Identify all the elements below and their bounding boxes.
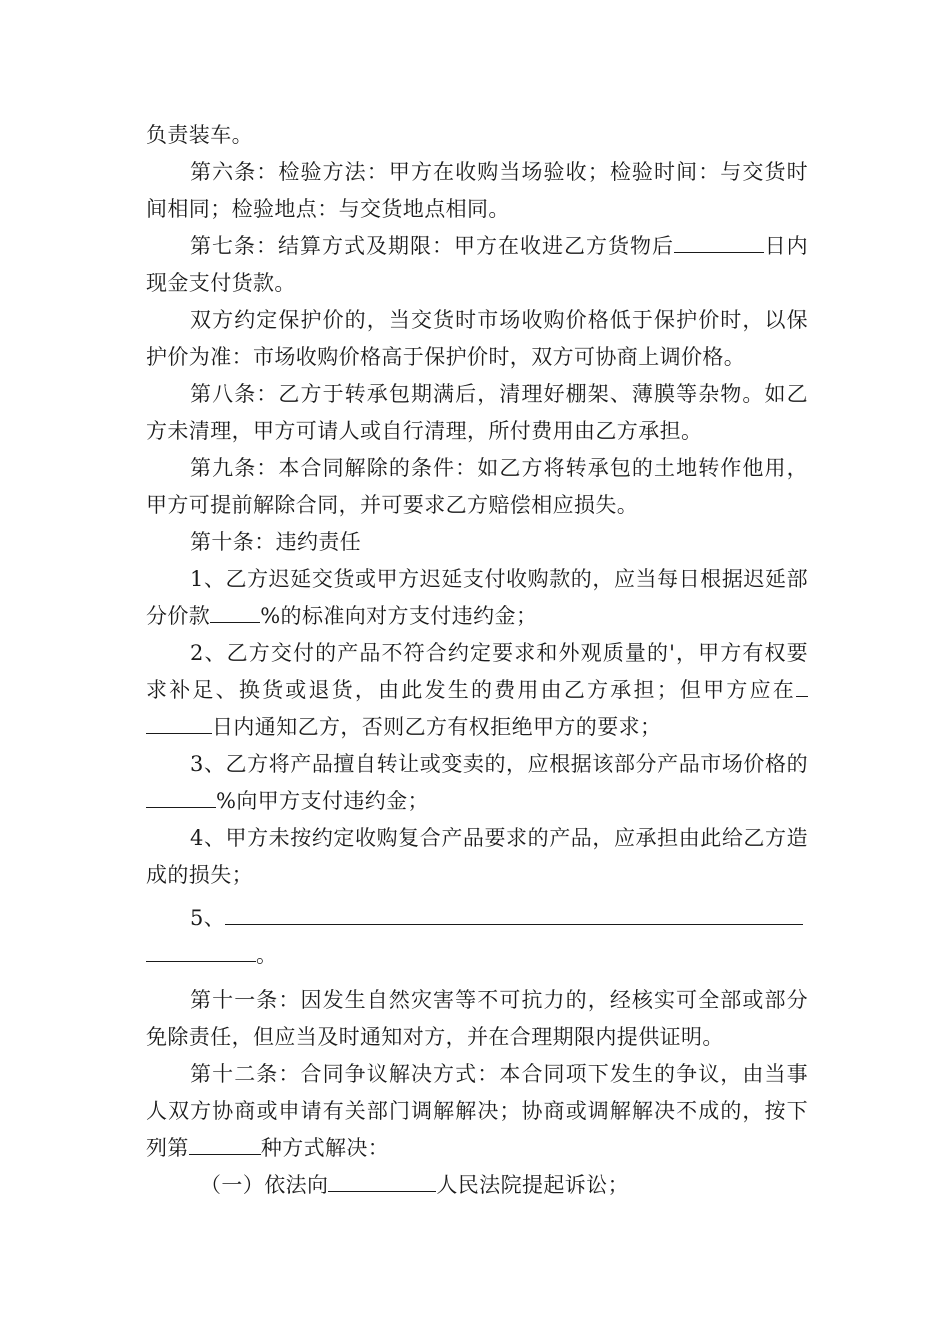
blank-court-name	[328, 1167, 436, 1192]
paragraph-article-10-heading: 第十条：违约责任	[190, 530, 362, 554]
paragraph-breach-2: 2、乙方交付的产品不符合约定要求和外观质量的'，甲方有权要求补足、换货或退货，由此发生的费用由乙方承担；但甲方应在日内通知乙方，否则乙方有权拒绝甲方的要求；	[146, 641, 808, 739]
blank-notice-days	[146, 709, 212, 734]
paragraph-litigation-option: （一）依法向 人民法院提起诉讼；	[146, 1167, 808, 1204]
blank-market-price-percent	[146, 783, 216, 808]
paragraph-article-11: 第十一条：因发生自然灾害等不可抗力的，经核实可全部或部分免除责任，但应当及时通知对方，并在合理期限内提供证明。	[146, 988, 808, 1049]
blank-notice-days-start	[796, 672, 808, 697]
paragraph-article-9: 第九条：本合同解除的条件：如乙方将转承包的土地转作他用，甲方可提前解除合同，并可要求乙方赔偿相应损失。	[146, 456, 808, 517]
paragraph-breach-1: 1、乙方迟延交货或甲方迟延支付收购款的，应当每日根据迟延部分价款 %的标准向对方支付违约金；	[146, 567, 808, 628]
paragraph-spacer	[146, 974, 808, 982]
paragraph-article-8: 第八条：乙方于转承包期满后，清理好棚架、薄膜等杂物。如乙方未清理，甲方可请人或自行清理，所付费用由乙方承担。	[146, 382, 808, 443]
paragraph-protection-price: 双方约定保护价的，当交货时市场收购价格低于保护价时，以保护价为准：市场收购价格高于保护价时，双方可协商上调价格。	[146, 308, 808, 369]
blank-penalty-percent	[210, 598, 260, 623]
paragraph-loading: 负责装车。	[146, 123, 253, 147]
blank-settlement-days	[674, 228, 764, 253]
paragraph-article-7: 第七条：结算方式及期限：甲方在收进乙方货物后 日内现金支付货款。	[146, 228, 808, 302]
paragraph-breach-5: 5、 。	[146, 900, 808, 974]
blank-resolution-method	[189, 1130, 261, 1155]
paragraph-breach-3: 3、乙方将产品擅自转让或变卖的，应根据该部分产品市场价格的%向甲方支付违约金；	[146, 746, 808, 820]
blank-other-terms-line2	[146, 937, 256, 962]
document-body	[146, 117, 808, 1204]
paragraph-breach-4: 4、甲方未按约定收购复合产品要求的产品，应承担由此给乙方造成的损失；	[146, 826, 808, 887]
blank-other-terms-line1	[225, 900, 803, 925]
paragraph-article-6: 第六条：检验方法：甲方在收购当场验收；检验时间：与交货时间相同；检验地点：与交货地点相同。	[146, 160, 808, 221]
paragraph-article-12: 第十二条：合同争议解决方式：本合同项下发生的争议，由当事人双方协商或申请有关部门调解解决；协商或调解解决不成的，按下列第 种方式解决：	[146, 1062, 808, 1160]
